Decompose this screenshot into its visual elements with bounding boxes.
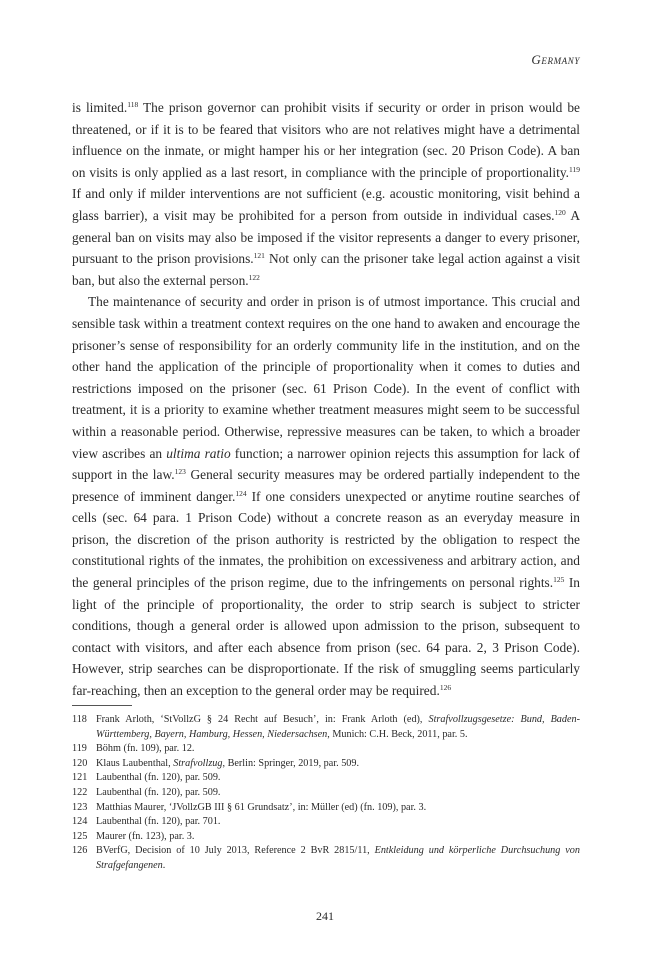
footnote-ref: 126 xyxy=(439,683,452,693)
footnote xyxy=(72,757,580,772)
footnote-number: 122 xyxy=(72,786,88,798)
footnote-text xyxy=(96,713,580,742)
footnote-text: . xyxy=(162,859,166,871)
running-header: Germany xyxy=(531,52,580,67)
footnote-text xyxy=(96,815,580,830)
footnotes-list xyxy=(72,713,580,874)
body-text xyxy=(72,97,580,702)
footnote-ref: 120 xyxy=(554,207,566,217)
paragraph-text: The maintenance of security and order in prison is of utmost importance. This crucial and sensible task within a treatment context requires on the one hand to awaken and encourage the prisoner’s sense of responsibility for an orderly community life in the institution, and on the other hand the application of the principle of proportionality when it comes to duties and restrictions imposed on the prisoner (sec. 61 Prison Code). In the event of conflict with treatment, it is a priority to examine whether treatment measures might seem to be successful within a reasonable period. Otherwise, repressive measures can be taken, to which a broader view ascribes an xyxy=(72,294,580,461)
footnote-text: Laubenthal (fn. 120), par. 509. xyxy=(96,772,221,784)
footnote-ref: 124 xyxy=(235,488,247,498)
footnote-ref: 123 xyxy=(174,467,186,477)
footnote-ref: 121 xyxy=(253,251,265,261)
footnote-text: , Munich: C.H. Beck, 2011, par. 5. xyxy=(327,728,468,740)
footnote-italic: Entkleidung und körperliche Durchsuchung von Strafgefangenen xyxy=(96,845,580,871)
footnote-separator xyxy=(72,705,132,706)
footnote xyxy=(72,786,580,801)
page-number: 241 xyxy=(316,909,334,923)
paragraph-text: In light of the principle of proportionality, the order to strip search is subject to stricter conditions, though a general order is allowed upon admission to the prison, subsequent to contact with visitors, and after each absence from prison (sec. 64 para. 2, 3 Prison Code). However, strip searches can be disproportionate. If the risk of smuggling seems particularly far-reaching, then an exception to the general order may be required. xyxy=(72,575,580,699)
footnote-text xyxy=(96,771,580,786)
footnote-text xyxy=(96,786,580,801)
footnote-text xyxy=(96,801,580,816)
footnote xyxy=(72,815,580,830)
footnote-number: 124 xyxy=(72,816,88,828)
footnote-text: Laubenthal (fn. 120), par. 509. xyxy=(96,786,221,798)
footnote-number: 120 xyxy=(72,757,88,769)
footnote-number: 123 xyxy=(72,801,88,813)
footnote xyxy=(72,771,580,786)
footnote-ref: 118 xyxy=(127,100,139,109)
footnote-ref: 122 xyxy=(248,272,260,282)
footnote-text xyxy=(96,844,580,873)
footnote-number: 125 xyxy=(72,830,88,842)
paragraph-text: A general ban on visits may also be imposed if the visitor represents a danger to every prisoner, pursuant to the prison provisions. xyxy=(72,207,580,267)
paragraph xyxy=(72,97,580,291)
paragraph-text: If one considers unexpected or anytime routine searches of cells (sec. 64 para. 1 Prison Code) without a concrete reason as an everyday measure in prison, the discretion of the prison authority is restricted by the obligation to respect the constitutional rights of the inmates, the prohibition on excessiveness and arbitrary action, and the general principles of the prison regime, due to the infringements on personal rights. xyxy=(72,488,580,591)
footnote-number: 119 xyxy=(72,743,87,755)
footnote-text: , Berlin: Springer, 2019, par. 509. xyxy=(222,757,360,769)
paragraph-text: function; a narrower opinion rejects this assumption for lack of support in the law. xyxy=(72,445,580,483)
footnote-number: 118 xyxy=(72,714,87,725)
footnote-text: Laubenthal (fn. 120), par. 701. xyxy=(96,816,221,828)
footnote-number: 126 xyxy=(72,845,88,857)
footnote-text xyxy=(96,757,580,772)
footnote-text: Maurer (fn. 123), par. 3. xyxy=(96,830,195,842)
footnote xyxy=(72,713,580,742)
footnote-ref: 119 xyxy=(569,164,580,174)
paragraph-text: If and only if milder interventions are not sufficient (e.g. acoustic monitoring, visit behind a glass barrier), a visit may be prohibited for a person from outside in individual cases. xyxy=(72,186,580,223)
footnote xyxy=(72,844,580,873)
footnote-text: Böhm (fn. 109), par. 12. xyxy=(96,743,195,755)
footnote-italic: Strafvollzug xyxy=(173,757,223,769)
paragraph-italic: ultima ratio xyxy=(166,445,231,461)
paragraph xyxy=(72,291,580,701)
footnote-text: BVerfG, Decision of 10 July 2013, Reference 2 BvR 2815/11, xyxy=(96,845,375,857)
footnote xyxy=(72,742,580,757)
paragraph-text: The prison governor can prohibit visits if security or order in prison would be threatened, or if it is to be feared that visitors who are not relatives might have a detrimental influence on the inmate, or might hamper his or her integration (sec. 20 Prison Code). A ban on visits is only applied as a last resort, in compliance with the principle of proportionality. xyxy=(72,100,580,180)
paragraph-text: Not only can the prisoner take legal action against a visit ban, but also the external person. xyxy=(72,251,580,288)
footnote-ref: 125 xyxy=(553,575,565,585)
footnote-text xyxy=(96,830,580,845)
footnote-number: 121 xyxy=(72,772,88,784)
paragraph-text: General security measures may be ordered partially independent to the presence of imminent danger. xyxy=(72,467,580,504)
footnote xyxy=(72,801,580,816)
footnote xyxy=(72,830,580,845)
footnote-text: Klaus Laubenthal, xyxy=(96,757,174,769)
footnote-italic: Strafvollzugsgesetze: Bund, Baden-Württemberg, Bayern, Hamburg, Hessen, Niedersachsen xyxy=(96,714,580,740)
footnote-text: Frank Arloth, ‘StVollzG § 24 Recht auf Besuch’, in: Frank Arloth (ed), xyxy=(96,714,429,725)
paragraph-text: is limited. xyxy=(72,100,128,115)
footnote-text: Matthias Maurer, ‘JVollzGB III § 61 Grundsatz’, in: Müller (ed) (fn. 109), par. 3. xyxy=(96,801,427,813)
footnote-text xyxy=(96,742,580,757)
